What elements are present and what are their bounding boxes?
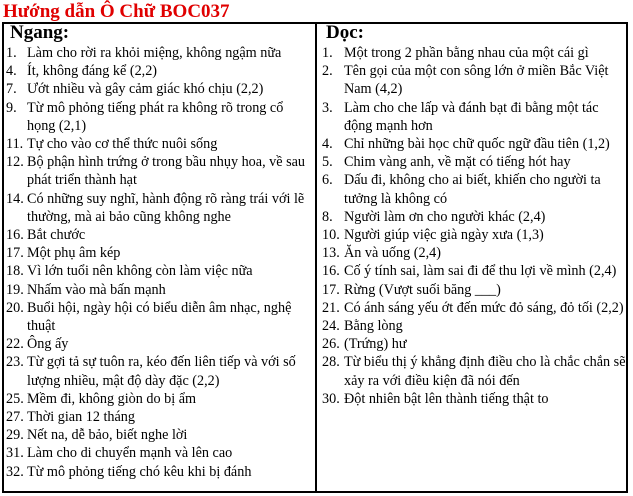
clue-number: 4. (6, 63, 17, 80)
clue-text: Từ biểu thị ý khẳng định điều cho là chắc chắn sẽ xảy ra với điều kiện đã nói đến (344, 354, 626, 389)
down-clue (322, 335, 626, 353)
clue-text: Thời gian 12 tháng (27, 409, 135, 426)
clue-number: 4. (322, 136, 333, 153)
down-clue (322, 299, 626, 317)
clue-number: 21. (322, 299, 340, 316)
down-clue (322, 171, 626, 207)
clue-text: Vì lớn tuổi nên không còn làm việc nữa (27, 263, 253, 280)
clue-text: Ướt nhiều và gây cảm giác khó chịu (2,2) (27, 81, 264, 98)
down-clue (322, 153, 626, 171)
clue-number: 24. (322, 318, 340, 335)
clue-text: Tên gọi của một con sông lớn ở miền Bắc Việt Nam (4,2) (344, 63, 609, 98)
clue-text: Làm cho di chuyển mạnh và lên cao (27, 445, 233, 462)
clue-number: 8. (322, 208, 333, 225)
down-clue (322, 244, 626, 262)
across-clue (6, 444, 312, 462)
across-column (6, 22, 312, 481)
clue-number: 3. (322, 99, 333, 116)
clue-number: 32. (6, 463, 24, 480)
clue-number: 26. (322, 336, 340, 353)
clue-number: 27. (6, 409, 24, 426)
clue-text: Bộ phận hình trứng ở trong bầu nhụy hoa, về sau phát triển thành hạt (27, 154, 306, 189)
clue-number: 14. (6, 190, 24, 207)
down-clue-list (322, 44, 626, 408)
clue-number: 10. (322, 227, 340, 244)
clue-number: 11. (6, 136, 24, 153)
down-clue (322, 281, 626, 299)
clue-number: 19. (6, 281, 24, 298)
clue-text: Mềm đi, không giòn do bị ẩm (27, 390, 197, 407)
clue-number: 2. (322, 63, 333, 80)
clue-text: Đột nhiên bật lên thành tiếng thật to (344, 390, 549, 407)
down-clue (322, 208, 626, 226)
clue-number: 12. (6, 154, 24, 171)
down-clue (322, 317, 626, 335)
down-clue (322, 262, 626, 280)
clue-text: Ăn và uống (2,4) (344, 245, 441, 262)
clue-text: Một phụ âm kép (27, 245, 121, 262)
across-clue (6, 408, 312, 426)
clue-text: (Trứng) hư (344, 336, 407, 353)
page-title: Hướng dẫn Ô Chữ BOC037 (3, 1, 230, 22)
across-clue (6, 244, 312, 262)
clue-number: 28. (322, 354, 340, 371)
clue-text: Từ mô phỏng tiếng chó kêu khi bị đánh (27, 463, 252, 480)
across-clue (6, 153, 312, 189)
across-clue (6, 426, 312, 444)
clue-text: Làm cho che lấp và đánh bạt đi bằng một tác động mạnh hơn (344, 99, 599, 134)
clue-number: 25. (6, 390, 24, 407)
clue-text: Từ gợi tả sự tuôn ra, kéo đến liên tiếp và với số lượng nhiều, mật độ dày đặc (2,2) (27, 354, 296, 389)
clue-text: Người làm ơn cho người khác (2,4) (344, 208, 546, 225)
clue-number: 16. (322, 263, 340, 280)
across-clue (6, 99, 312, 135)
across-clue (6, 190, 312, 226)
across-clue (6, 44, 312, 62)
down-clue (322, 390, 626, 408)
clue-text: Có những suy nghĩ, hành động rõ ràng trái với lẽ thường, mà ai bảo cũng không nghe (27, 190, 305, 225)
clue-number: 16. (6, 227, 24, 244)
down-heading: Dọc: (326, 22, 364, 43)
clue-text: Từ mô phỏng tiếng phát ra không rõ trong cổ họng (2,1) (27, 99, 284, 134)
clue-text: Cố ý tính sai, làm sai đi để thu lợi về mình (2,4) (344, 263, 617, 280)
column-divider (315, 22, 317, 493)
clue-number: 7. (6, 81, 17, 98)
clue-number: 1. (6, 45, 17, 61)
across-clue (6, 135, 312, 153)
clue-number: 18. (6, 263, 24, 280)
down-clue (322, 353, 626, 389)
down-clue (322, 135, 626, 153)
clue-number: 6. (322, 172, 333, 189)
across-clue (6, 226, 312, 244)
clue-text: Nhấm vào mà bấn mạnh (27, 281, 166, 298)
across-clue (6, 463, 312, 481)
clue-number: 22. (6, 336, 24, 353)
across-clue (6, 299, 312, 335)
across-clue (6, 80, 312, 98)
down-clue (322, 226, 626, 244)
clue-text: Bắt chước (27, 227, 86, 244)
clue-text: Rừng (Vượt suối băng ___) (344, 281, 501, 298)
clue-text: Chỉ những bài học chữ quốc ngữ đầu tiên (1,2) (344, 136, 610, 153)
clue-text: Chim vàng anh, về mặt có tiếng hót hay (344, 154, 571, 171)
down-clue (322, 99, 626, 135)
across-clue (6, 353, 312, 389)
across-clue (6, 281, 312, 299)
clue-number: 13. (322, 245, 340, 262)
clue-text: Buổi hội, ngày hội có biểu diễn âm nhạc, nghệ thuật (27, 299, 292, 335)
clue-text: Có ánh sáng yếu ớt đến mức đỏ sáng, đỏ tối (2,2) (344, 299, 624, 316)
clue-text: Nết na, dễ bảo, biết nghe lời (27, 427, 188, 444)
clue-text: Tự cho vào cơ thể thức nuôi sống (27, 136, 218, 153)
clue-number: 9. (6, 99, 17, 116)
clue-number: 5. (322, 154, 333, 171)
down-clue (322, 44, 626, 62)
clue-number: 31. (6, 445, 24, 462)
clue-text: Dấu đi, không cho ai biết, khiến cho người ta tưởng là không có (344, 172, 601, 207)
across-clue (6, 262, 312, 280)
clue-number: 23. (6, 354, 24, 371)
across-clue (6, 390, 312, 408)
clue-text: Người giúp việc già ngày xưa (1,3) (344, 227, 544, 244)
clue-number: 29. (6, 427, 24, 444)
across-clue (6, 335, 312, 353)
across-heading: Ngang: (10, 22, 70, 43)
clue-text: Ông ấy (27, 336, 69, 353)
clue-text: Một trong 2 phần bằng nhau của một cái gì (344, 45, 589, 61)
clue-text: Làm cho rời ra khỏi miệng, không ngậm nữa (27, 45, 282, 61)
across-clue-list (6, 44, 312, 481)
clue-number: 30. (322, 390, 340, 407)
clue-number: 1. (322, 45, 333, 61)
across-clue (6, 62, 312, 80)
down-column (322, 22, 626, 408)
clue-text: Ít, không đáng kể (2,2) (27, 63, 158, 80)
clue-number: 17. (322, 281, 340, 298)
clue-number: 20. (6, 299, 24, 316)
clue-number: 17. (6, 245, 24, 262)
clue-text: Bằng lòng (344, 318, 403, 335)
down-clue (322, 62, 626, 98)
